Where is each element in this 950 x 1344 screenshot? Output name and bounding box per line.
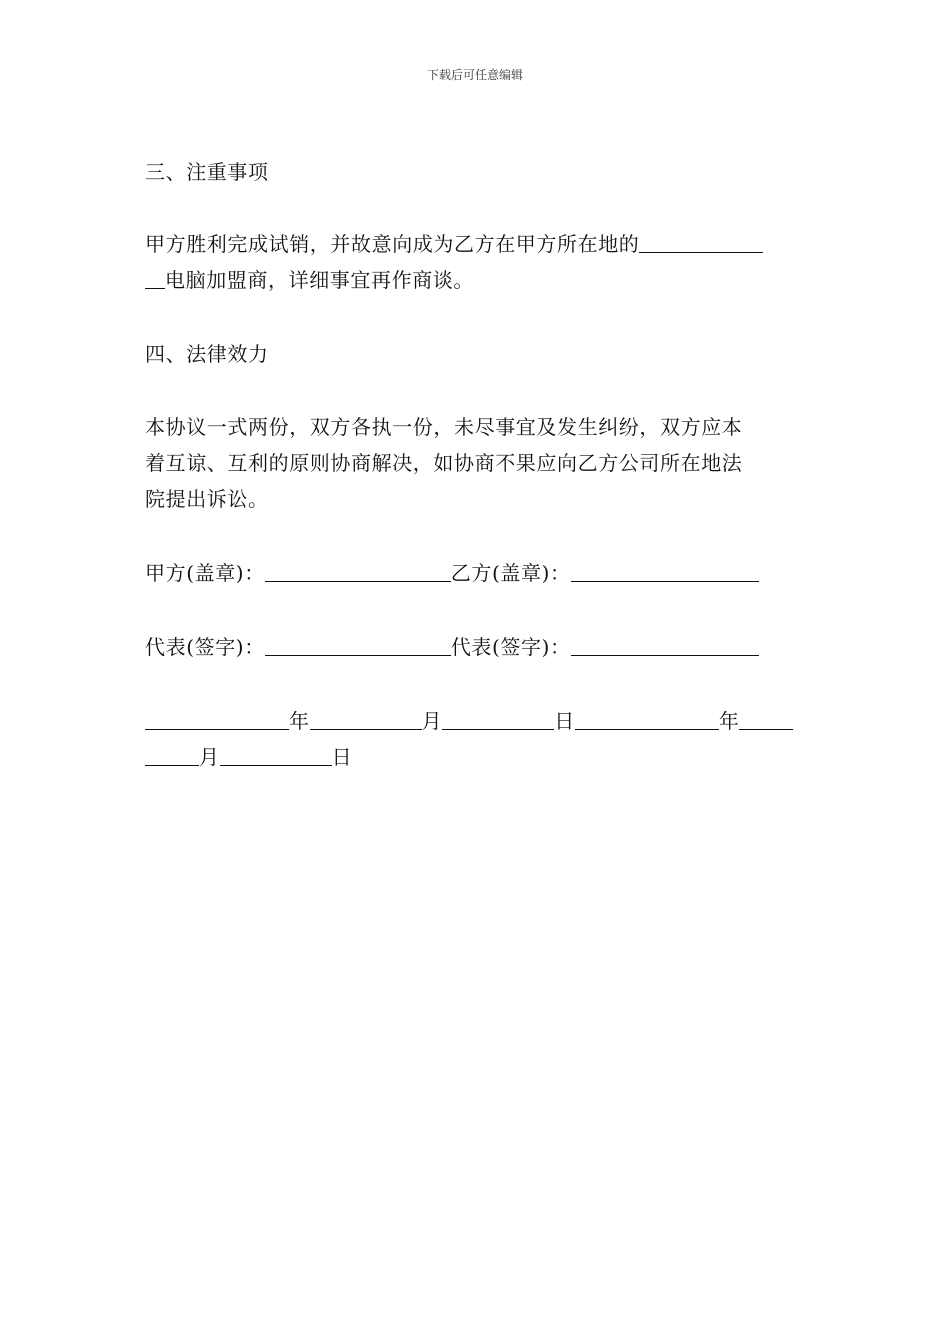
- rep-b-sign-field[interactable]: [571, 635, 759, 656]
- party-b-seal-label: 乙方(盖章)：: [450, 561, 571, 585]
- paragraph-legal-line-3: 院提出诉讼。: [145, 487, 269, 511]
- day-label: 日: [554, 709, 575, 733]
- section-heading-legal-effect: 四、法律效力: [145, 342, 269, 366]
- section-heading-notes: 三、注重事项: [145, 160, 269, 184]
- paragraph-text: 电脑加盟商，详细事宜再作商谈。: [165, 268, 474, 292]
- paragraph-notes-line-1: [145, 226, 807, 262]
- blank-location-field[interactable]: [639, 232, 763, 253]
- date-row-line-2: [145, 739, 807, 775]
- party-a-seal-label: 甲方(盖章)：: [145, 561, 265, 585]
- representative-row: [145, 629, 807, 665]
- day-label: 日: [331, 745, 353, 769]
- party-a-month-field[interactable]: [310, 709, 422, 730]
- month-label: 月: [421, 709, 443, 733]
- paragraph-legal-line-1: 本协议一式两份，双方各执一份，未尽事宜及发生纠纷，双方应本: [145, 415, 743, 439]
- rep-a-sign-label: 代表(签字)：: [145, 635, 265, 659]
- page-header: 下载后可任意编辑: [426, 68, 523, 82]
- party-a-day-field[interactable]: [442, 709, 554, 730]
- paragraph-legal-line-2: 着互谅、互利的原则协商解决，如协商不果应向乙方公司所在地法: [145, 451, 743, 475]
- party-b-month-field-continued[interactable]: [145, 745, 199, 766]
- year-label: 年: [718, 709, 740, 733]
- rep-a-sign-field[interactable]: [265, 635, 451, 656]
- party-b-year-field[interactable]: [575, 709, 719, 730]
- party-b-day-field[interactable]: [220, 745, 332, 766]
- party-b-month-field[interactable]: [739, 709, 793, 730]
- party-a-year-field[interactable]: [145, 709, 289, 730]
- month-label: 月: [199, 745, 220, 769]
- year-label: 年: [289, 709, 310, 733]
- paragraph-notes-line-2: [145, 262, 807, 298]
- party-a-seal-field[interactable]: [265, 561, 451, 582]
- party-b-seal-field[interactable]: [571, 561, 759, 582]
- seal-row: [145, 555, 807, 591]
- paragraph-text: 甲方胜利完成试销，并故意向成为乙方在甲方所在地的: [145, 232, 640, 256]
- blank-location-field-continued[interactable]: [145, 268, 165, 289]
- date-row-line-1: [145, 703, 807, 739]
- rep-b-sign-label: 代表(签字)：: [450, 635, 571, 659]
